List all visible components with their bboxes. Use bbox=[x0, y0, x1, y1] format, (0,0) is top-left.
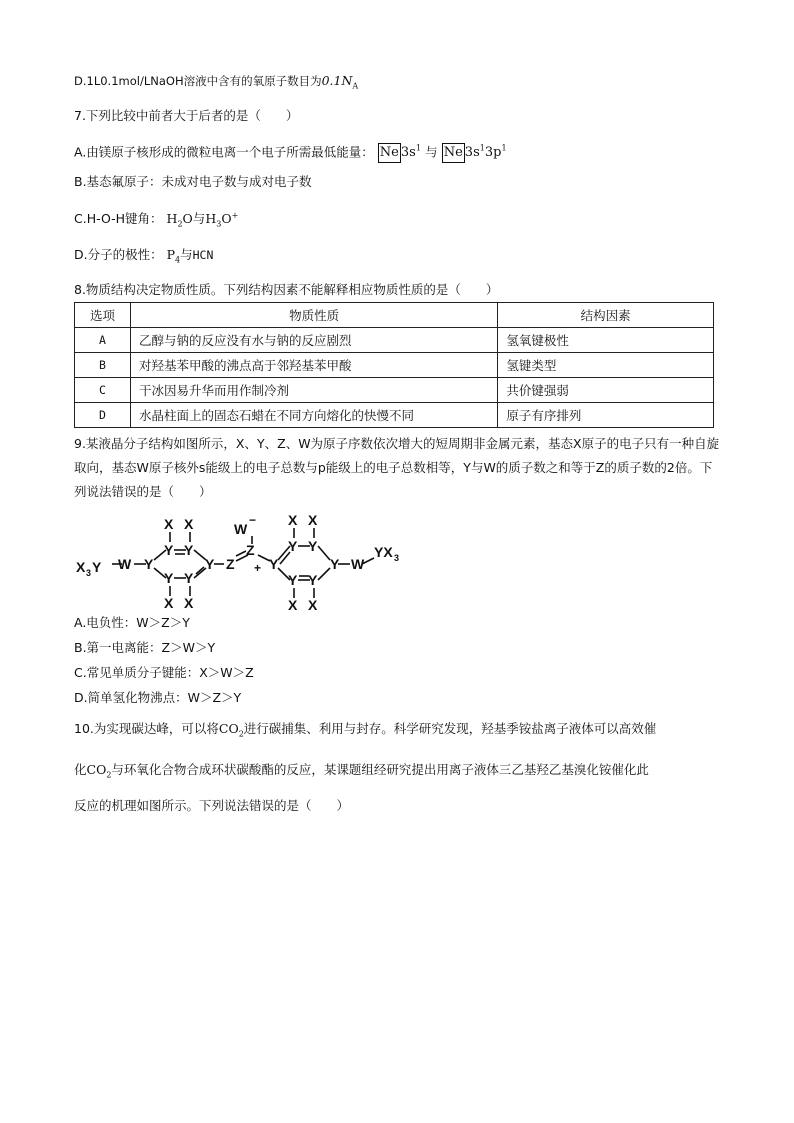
compare-word: 与 bbox=[180, 247, 193, 262]
co2: CO bbox=[86, 762, 107, 777]
w-minus-atom: W bbox=[234, 521, 248, 537]
table-cell: 干冰因易升华而用作制冷剂 bbox=[130, 378, 497, 403]
x-atom: X bbox=[288, 512, 298, 528]
question-8-stem: 8.物质结构决定物质性质。下列结构因素不能解释相应物质性质的是（ ） bbox=[74, 282, 499, 297]
z-atom: Z bbox=[246, 542, 255, 558]
table-row bbox=[75, 328, 714, 353]
question-8-table bbox=[74, 302, 714, 428]
x-atom: X bbox=[308, 597, 318, 610]
q10-text: 与环氧化合物合成环状碳酸酯的反应，某课题组经研究提出用离子液体三乙基羟乙基溴化铵催化此 bbox=[111, 762, 649, 777]
yx3-label: YX bbox=[374, 544, 393, 560]
w-atom: W bbox=[118, 556, 132, 572]
neon-core-1: Ne bbox=[378, 143, 401, 163]
y-atom: Y bbox=[164, 570, 174, 586]
question-9-option-c: C.常见单质分子键能：X＞W＞Z bbox=[74, 665, 254, 680]
question-7-option-a bbox=[74, 140, 507, 163]
question-10-line-2 bbox=[74, 761, 649, 785]
y-atom: Y bbox=[308, 572, 318, 588]
table-cell: 对羟基苯甲酸的沸点高于邻羟基苯甲酸 bbox=[130, 353, 497, 378]
p4-sub: 4 bbox=[175, 255, 181, 265]
option-d-text: D.分子的极性： bbox=[74, 247, 163, 262]
config-1: 3s bbox=[400, 145, 416, 161]
compare-word: 与 bbox=[425, 144, 438, 160]
table-row bbox=[75, 378, 714, 403]
h2o-sub: 2 bbox=[177, 219, 183, 229]
config-2b-sup: 1 bbox=[501, 144, 507, 153]
option-value-sub: A bbox=[352, 81, 359, 91]
y-atom: Y bbox=[92, 559, 102, 575]
x3y-sub: 3 bbox=[86, 568, 92, 578]
x-atom: X bbox=[288, 597, 298, 610]
co2: CO bbox=[218, 721, 239, 736]
config-2a: 3s bbox=[464, 145, 480, 161]
option-text: D.1L0.1mol/LNaOH溶液中含有的氧原子数目为 bbox=[74, 74, 322, 88]
question-9-option-d: D.简单氢化物沸点：W＞Z＞Y bbox=[74, 690, 242, 705]
y-atom: Y bbox=[144, 556, 154, 572]
x-atom: X bbox=[184, 516, 194, 532]
table-cell: D bbox=[75, 403, 131, 428]
table-row bbox=[75, 353, 714, 378]
h3o-sub: 3 bbox=[216, 219, 222, 229]
question-10-line-1 bbox=[74, 720, 656, 744]
h2o-h: H bbox=[166, 211, 178, 227]
q10-text: 10.为实现碳达峰，可以将 bbox=[74, 721, 219, 736]
table-cell: 水晶柱面上的固态石蜡在不同方向熔化的快慢不同 bbox=[130, 403, 497, 428]
table-cell: A bbox=[75, 328, 131, 353]
option-value: 0.1N bbox=[321, 73, 353, 88]
y-atom: Y bbox=[184, 542, 194, 558]
y-atom: Y bbox=[288, 538, 298, 554]
minus-charge: − bbox=[249, 513, 257, 527]
neon-core-2: Ne bbox=[442, 143, 465, 163]
p4-p: P bbox=[166, 247, 176, 262]
y-atom: Y bbox=[205, 556, 215, 572]
table-cell: C bbox=[75, 378, 131, 403]
y-atom: Y bbox=[269, 556, 279, 572]
table-header-cell: 选项 bbox=[75, 303, 131, 328]
table-header-cell: 物质性质 bbox=[130, 303, 497, 328]
question-7-stem: 7.下列比较中前者大于后者的是（ ） bbox=[74, 108, 299, 123]
prev-question-option-d bbox=[74, 72, 358, 96]
z-atom: Z bbox=[226, 556, 235, 572]
config-2b: 3p bbox=[484, 145, 502, 161]
h3o-sup: + bbox=[231, 211, 239, 220]
h3o-o: O bbox=[221, 211, 232, 227]
y-atom: Y bbox=[288, 572, 298, 588]
option-c-text: C.H-O-H键角： bbox=[74, 211, 163, 227]
question-7-option-c bbox=[74, 207, 238, 234]
table-header-cell: 结构因素 bbox=[498, 303, 714, 328]
table-cell: 共价键强弱 bbox=[498, 378, 714, 403]
x-atom: X bbox=[184, 595, 194, 610]
w-atom: W bbox=[351, 556, 365, 572]
question-10-line-3: 反应的机理如图所示。下列说法错误的是（ ） bbox=[74, 798, 350, 813]
x-atom: X bbox=[308, 512, 318, 528]
question-7-option-d bbox=[74, 246, 213, 270]
config-2a-sup: 1 bbox=[479, 144, 485, 153]
h2o-o: O bbox=[182, 211, 193, 227]
table-cell: B bbox=[75, 353, 131, 378]
question-9-stem: 9.某液晶分子结构如图所示，X、Y、Z、W为原子序数依次增大的短周期非金属元素，基态X原子的电子只有一种自旋取向，基态W原子核外s能级上的电子总数与p能级上的电子总数相等，Y与W的质子数之和等于Z的质子数的2倍。下列说法错误的是（ ） bbox=[74, 436, 720, 499]
option-a-text: A.由镁原子核形成的微粒电离一个电子所需最低能量： bbox=[74, 144, 374, 160]
x3y-label: X bbox=[76, 559, 86, 575]
table-cell: 乙醇与钠的反应没有水与钠的反应剧烈 bbox=[130, 328, 497, 353]
table-row bbox=[75, 403, 714, 428]
config-1-sup: 1 bbox=[415, 144, 421, 153]
table-header-row bbox=[75, 303, 714, 328]
y-atom: Y bbox=[330, 556, 340, 572]
q10-text: 进行碳捕集、利用与封存。科学研究发现，羟基季铵盐离子液体可以高效催 bbox=[243, 721, 657, 736]
y-atom: Y bbox=[308, 538, 318, 554]
plus-charge: + bbox=[254, 561, 262, 575]
question-9-option-a: A.电负性：W＞Z＞Y bbox=[74, 615, 190, 630]
y-atom: Y bbox=[164, 542, 174, 558]
liquid-crystal-structure-diagram bbox=[74, 506, 414, 610]
co2-sub: 2 bbox=[106, 770, 112, 780]
compare-word: 与 bbox=[192, 211, 206, 227]
co2-sub: 2 bbox=[238, 729, 244, 739]
table-cell: 原子有序排列 bbox=[498, 403, 714, 428]
y-atom: Y bbox=[184, 570, 194, 586]
table-cell: 氢键类型 bbox=[498, 353, 714, 378]
x-atom: X bbox=[164, 595, 174, 610]
yx3-sub: 3 bbox=[394, 553, 400, 563]
question-9-option-b: B.第一电离能：Z＞W＞Y bbox=[74, 640, 216, 655]
hcn: HCN bbox=[192, 248, 214, 262]
table-cell: 氢氧键极性 bbox=[498, 328, 714, 353]
q10-text: 化 bbox=[74, 762, 87, 777]
h3o-h: H bbox=[205, 211, 217, 227]
question-7-option-b: B.基态氟原子：未成对电子数与成对电子数 bbox=[74, 174, 312, 189]
x-atom: X bbox=[164, 516, 174, 532]
